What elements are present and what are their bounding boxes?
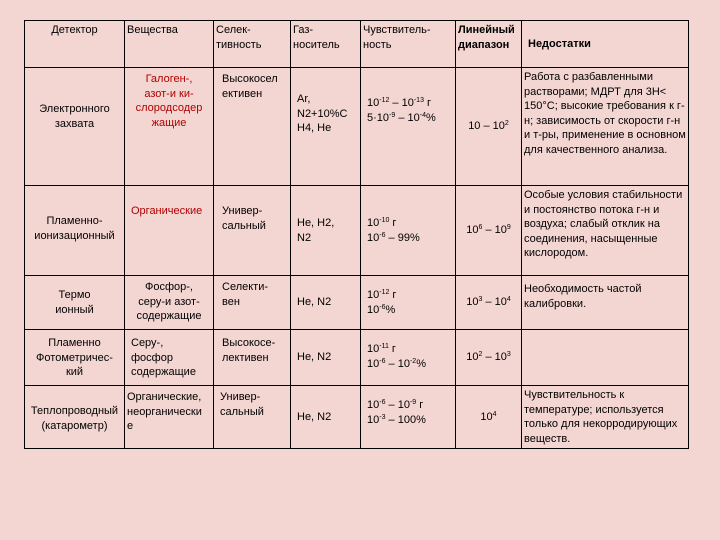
- header-drawbacks: Недостатки: [522, 21, 689, 68]
- selectivity-cell: Высокосел ективен: [214, 68, 291, 186]
- sensitivity-cell: $10^{-6} - 10^{-9}$ г $10^{-3} - 100\%$: [361, 386, 456, 449]
- header-sensitivity: Чувствитель- ность: [361, 21, 456, 68]
- substances-cell: Органические: [125, 186, 214, 276]
- detector-cell: Теплопроводный (катарометр): [25, 386, 125, 449]
- selectivity-cell: Универ- сальный: [214, 386, 291, 449]
- carrier-gas-cell: He, N2: [291, 330, 361, 386]
- drawbacks-cell: Необходимость частой калибровки.: [522, 276, 689, 330]
- detector-cell: Пламенно Фотометричес- кий: [25, 330, 125, 386]
- table-row: [25, 68, 689, 186]
- substances-cell: Фосфор-, серу-и азот- содержащие: [125, 276, 214, 330]
- header-linear-range: Линейный диапазон: [456, 21, 522, 68]
- sensitivity-cell: $10^{-12}$ г $10^{-6}\%$: [361, 276, 456, 330]
- selectivity-cell: Высокосе- лективен: [214, 330, 291, 386]
- carrier-gas-cell: He, N2: [291, 386, 361, 449]
- header-row: [25, 21, 689, 68]
- drawbacks-cell: Работа с разбавленными растворами; МДРТ для 3Н< 150°С; высокие требования к г-н; зависимость от скорости г-н и т-ры, применение в основном для качественного анализа.: [522, 68, 689, 186]
- sensitivity-cell: $10^{-10}$ г $10^{-6} - 99\%$: [361, 186, 456, 276]
- detector-cell: Термо ионный: [25, 276, 125, 330]
- substances-cell: Серу-, фосфор содержащие: [125, 330, 214, 386]
- sensitivity-cell: $10^{-11}$ г $10^{-6} - 10^{-2}\%$: [361, 330, 456, 386]
- linear-range-cell: $10^4$: [456, 386, 522, 449]
- drawbacks-cell: Чувствительность к температуре; используется только для некорродирующих веществ.: [522, 386, 689, 449]
- detector-cell: Пламенно- ионизационный: [25, 186, 125, 276]
- linear-range-cell: $10^2 - 10^3$: [456, 330, 522, 386]
- table-row: [25, 186, 689, 276]
- substances-cell: Органические, неорганически е: [125, 386, 214, 449]
- detector-cell: Электронного захвата: [25, 68, 125, 186]
- table-row: [25, 276, 689, 330]
- carrier-gas-cell: He, H2, N2: [291, 186, 361, 276]
- carrier-gas-cell: Ar, N2+10%С H4, He: [291, 68, 361, 186]
- linear-range-cell: $10 - 10^2$: [456, 68, 522, 186]
- sensitivity-cell: $10^{-12} - 10^{-13}$ г $5\cdot 10^{-9} - 10^{-4}\%$: [361, 68, 456, 186]
- substances-cell: Галоген-, азот-и ки- слородсодер жащие: [125, 68, 214, 186]
- table-row: [25, 386, 689, 449]
- header-substances: Вещества: [125, 21, 214, 68]
- selectivity-cell: Селекти- вен: [214, 276, 291, 330]
- header-selectivity: Селек- тивность: [214, 21, 291, 68]
- drawbacks-cell: [522, 330, 689, 386]
- selectivity-cell: Универ- сальный: [214, 186, 291, 276]
- carrier-gas-cell: He, N2: [291, 276, 361, 330]
- linear-range-cell: $10^6 - 10^9$: [456, 186, 522, 276]
- linear-range-cell: $10^3 - 10^4$: [456, 276, 522, 330]
- detectors-table: [24, 20, 689, 449]
- drawbacks-cell: Особые условия стабильности и постоянство потока г-н и воздуха; слабый отклик на соединения, насыщенные кислородом.: [522, 186, 689, 276]
- table-row: [25, 330, 689, 386]
- header-carrier-gas: Газ- носитель: [291, 21, 361, 68]
- header-detector: Детектор: [25, 21, 125, 68]
